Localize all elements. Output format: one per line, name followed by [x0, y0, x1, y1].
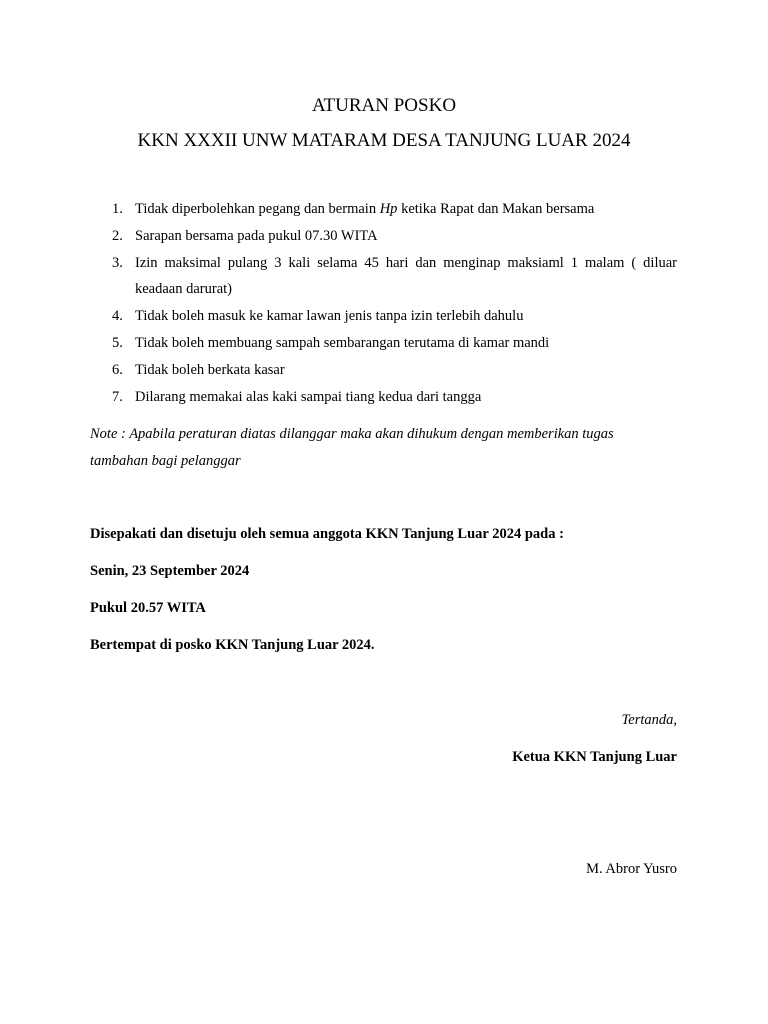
note-text: Note : Apabila peraturan diatas dilanggar maka akan dihukum dengan memberikan tugas tambahan bagi pelanggar	[90, 426, 614, 469]
rule-text: Tidak boleh membuang sampah sembarangan terutama di kamar mandi	[135, 334, 550, 351]
agreement-place: Bertempat di posko KKN Tanjung Luar 2024.	[90, 637, 375, 653]
rule-number: 7.	[112, 388, 123, 405]
rule-number: 6.	[112, 361, 123, 378]
rule-text: Izin maksimal pulang 3 kali selama 45 hari dan menginap maksiaml 1 malam ( diluar keadaan darurat)	[135, 254, 677, 298]
rule-text: Tidak boleh berkata kasar	[135, 361, 285, 378]
agreement-time: Pukul 20.57 WITA	[90, 600, 206, 616]
rule-item	[90, 196, 677, 223]
rule-text: Tidak boleh masuk ke kamar lawan jenis tanpa izin terlebih dahulu	[135, 308, 524, 325]
rule-text: Tidak diperbolehkan pegang dan bermain	[135, 201, 380, 217]
agreement-date: Senin, 23 September 2024	[90, 563, 250, 579]
rule-number: 4.	[112, 308, 123, 325]
rule-item	[90, 303, 677, 330]
rule-emphasis: Hp	[379, 201, 398, 217]
rule-item	[90, 357, 677, 384]
rule-text: Sarapan bersama pada pukul 07.30 WITA	[135, 227, 378, 244]
signature-intro: Tertanda,	[621, 712, 677, 728]
rule-number: 5.	[112, 334, 123, 351]
signatory-name: M. Abror Yusro	[586, 861, 677, 877]
rule-item	[90, 330, 677, 357]
rule-item	[90, 384, 677, 411]
document-title: ATURAN POSKO	[311, 95, 457, 116]
rule-text: Dilarang memakai alas kaki sampai tiang kedua dari tangga	[135, 388, 482, 405]
rule-text-continued: ketika Rapat dan Makan bersama	[397, 201, 595, 217]
document-subtitle: KKN XXXII UNW MATARAM DESA TANJUNG LUAR 2024	[137, 130, 631, 151]
agreement-text: Disepakati dan disetuju oleh semua anggota KKN Tanjung Luar 2024 pada :	[90, 526, 564, 542]
rules-list	[90, 196, 677, 410]
rule-number: 3.	[112, 254, 123, 271]
rule-number: 1.	[112, 201, 123, 217]
rule-item	[90, 223, 677, 250]
rule-item	[90, 250, 677, 304]
rule-number: 2.	[112, 227, 123, 244]
signatory-role: Ketua KKN Tanjung Luar	[512, 749, 677, 765]
